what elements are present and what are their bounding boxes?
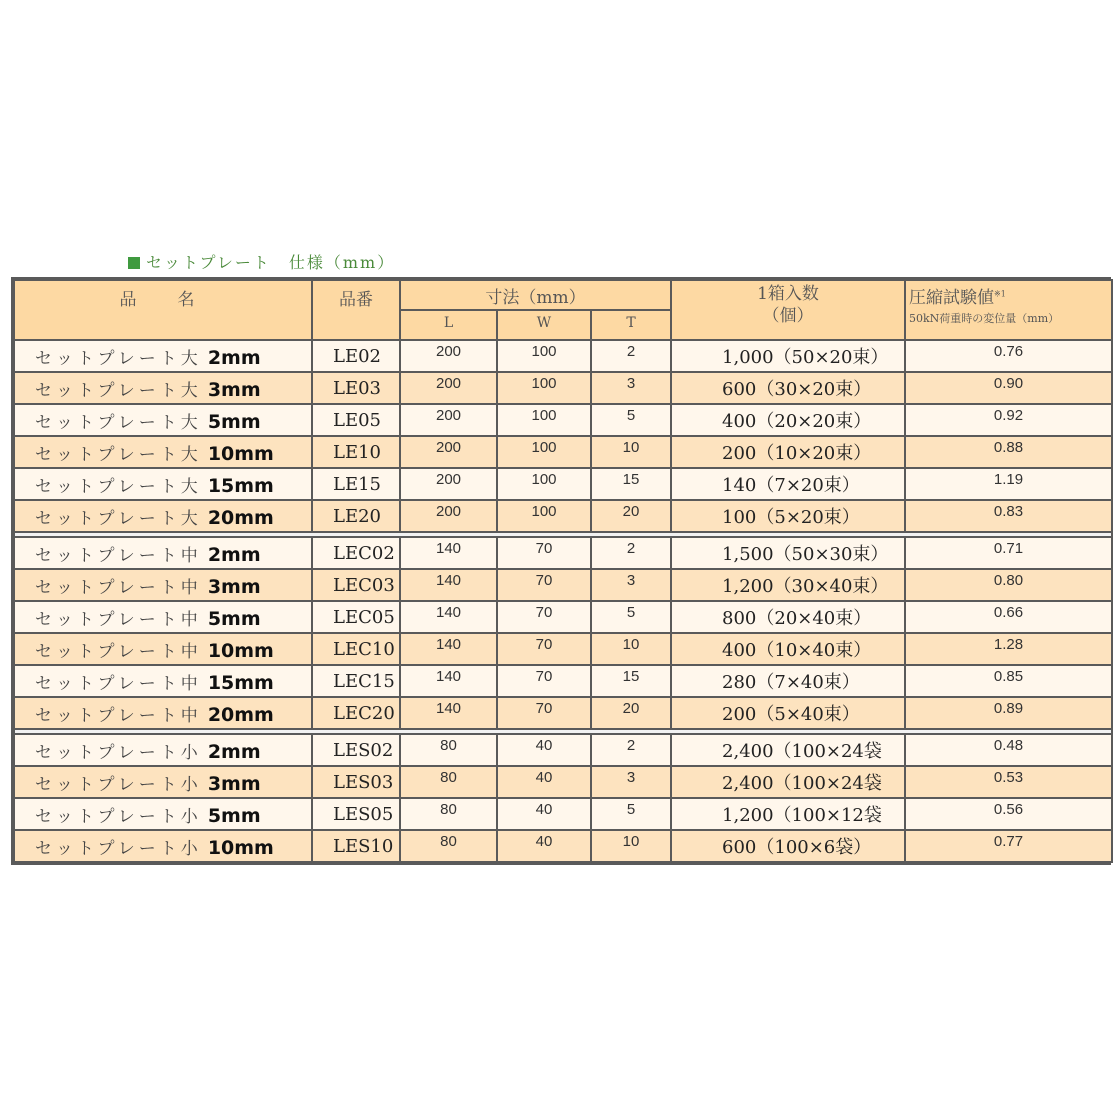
- header-compression-note: ※1: [994, 289, 1006, 299]
- box-quantity: 800（20×40束）: [672, 602, 904, 632]
- product-thickness: 5mm: [207, 804, 261, 827]
- dimension-T: 20: [592, 501, 670, 531]
- dimension-T: 10: [592, 437, 670, 467]
- dimension-L: 140: [401, 698, 496, 728]
- header-compression-label: 圧縮試験値: [909, 288, 995, 308]
- table-row: [15, 602, 1111, 632]
- dimension-W: 100: [498, 373, 590, 403]
- compression-value: 0.80: [906, 570, 1111, 600]
- product-name-cell: [15, 799, 311, 829]
- dimension-L: 200: [401, 373, 496, 403]
- product-name: セットプレート大: [35, 348, 202, 369]
- group-separator: [15, 533, 1111, 536]
- product-code: LEC10: [313, 634, 399, 664]
- table-row: [15, 469, 1111, 499]
- product-name-cell: [15, 469, 311, 499]
- product-name-cell: [15, 437, 311, 467]
- dimension-W: 70: [498, 666, 590, 696]
- dimension-L: 80: [401, 831, 496, 861]
- product-name-cell: [15, 570, 311, 600]
- header-T: T: [592, 311, 670, 339]
- box-quantity: 600（30×20束）: [672, 373, 904, 403]
- box-quantity: 1,200（100×12袋: [672, 799, 904, 829]
- product-name-cell: [15, 698, 311, 728]
- product-name-cell: [15, 538, 311, 568]
- dimension-W: 70: [498, 698, 590, 728]
- box-quantity: 2,400（100×24袋: [672, 735, 904, 765]
- header-code: 品番: [313, 281, 399, 339]
- product-thickness: 15mm: [207, 671, 274, 694]
- dimension-W: 100: [498, 405, 590, 435]
- box-quantity: 200（10×20束）: [672, 437, 904, 467]
- dimension-L: 200: [401, 501, 496, 531]
- compression-value: 0.77: [906, 831, 1111, 861]
- dimension-T: 20: [592, 698, 670, 728]
- compression-value: 0.90: [906, 373, 1111, 403]
- dimension-T: 3: [592, 767, 670, 797]
- product-code: LE15: [313, 469, 399, 499]
- header-name: 品 名: [15, 281, 311, 339]
- product-thickness: 3mm: [207, 575, 261, 598]
- product-name-cell: [15, 341, 311, 371]
- product-name: セットプレート中: [35, 705, 202, 726]
- header-W: W: [498, 311, 590, 339]
- dimension-T: 15: [592, 666, 670, 696]
- dimension-W: 70: [498, 602, 590, 632]
- dimension-L: 80: [401, 735, 496, 765]
- box-quantity: 280（7×40束）: [672, 666, 904, 696]
- title-text: セットプレート 仕様（mm）: [146, 253, 396, 272]
- box-quantity: 400（10×40束）: [672, 634, 904, 664]
- group-separator: [15, 730, 1111, 733]
- compression-value: 1.28: [906, 634, 1111, 664]
- compression-value: 0.53: [906, 767, 1111, 797]
- header-box-line2: （個）: [762, 306, 814, 326]
- product-code: LES03: [313, 767, 399, 797]
- dimension-T: 2: [592, 735, 670, 765]
- product-code: LES10: [313, 831, 399, 861]
- product-code: LE03: [313, 373, 399, 403]
- product-code: LES05: [313, 799, 399, 829]
- product-name-cell: [15, 501, 311, 531]
- product-code: LEC02: [313, 538, 399, 568]
- dimension-L: 200: [401, 341, 496, 371]
- dimension-T: 2: [592, 538, 670, 568]
- product-code: LES02: [313, 735, 399, 765]
- compression-value: 0.76: [906, 341, 1111, 371]
- dimension-L: 140: [401, 666, 496, 696]
- header-compression: [906, 281, 1111, 339]
- dimension-L: 200: [401, 405, 496, 435]
- product-name-cell: [15, 602, 311, 632]
- dimension-T: 5: [592, 405, 670, 435]
- table-row: [15, 538, 1111, 568]
- product-code: LEC20: [313, 698, 399, 728]
- box-quantity: 1,200（30×40束）: [672, 570, 904, 600]
- header-L: L: [401, 311, 496, 339]
- product-name: セットプレート小: [35, 838, 202, 859]
- product-name: セットプレート大: [35, 508, 202, 529]
- dimension-W: 40: [498, 735, 590, 765]
- product-thickness: 5mm: [207, 410, 261, 433]
- product-name-cell: [15, 666, 311, 696]
- box-quantity: 140（7×20束）: [672, 469, 904, 499]
- product-name: セットプレート大: [35, 412, 202, 433]
- box-quantity: 400（20×20束）: [672, 405, 904, 435]
- compression-value: 0.66: [906, 602, 1111, 632]
- header-dimensions: 寸法（mm）: [401, 281, 670, 309]
- table-row: [15, 570, 1111, 600]
- table-row: [15, 735, 1111, 765]
- product-name: セットプレート中: [35, 641, 202, 662]
- spec-table: [13, 279, 1113, 863]
- compression-value: 0.92: [906, 405, 1111, 435]
- table-row: [15, 634, 1111, 664]
- box-quantity: 100（5×20束）: [672, 501, 904, 531]
- product-thickness: 5mm: [207, 607, 261, 630]
- table-row: [15, 405, 1111, 435]
- product-thickness: 10mm: [207, 836, 274, 859]
- product-thickness: 3mm: [207, 772, 261, 795]
- table-row: [15, 501, 1111, 531]
- box-quantity: 1,000（50×20束）: [672, 341, 904, 371]
- compression-value: 0.83: [906, 501, 1111, 531]
- product-code: LE05: [313, 405, 399, 435]
- product-name: セットプレート中: [35, 545, 202, 566]
- table-row: [15, 799, 1111, 829]
- product-name: セットプレート小: [35, 806, 202, 827]
- dimension-W: 100: [498, 437, 590, 467]
- product-name: セットプレート中: [35, 673, 202, 694]
- table-row: [15, 437, 1111, 467]
- dimension-T: 10: [592, 831, 670, 861]
- header-box-line1: 1箱入数: [757, 284, 819, 304]
- dimension-L: 80: [401, 799, 496, 829]
- separator-cell: [15, 730, 1111, 733]
- dimension-L: 80: [401, 767, 496, 797]
- product-thickness: 20mm: [207, 703, 274, 726]
- product-thickness: 2mm: [207, 740, 261, 763]
- compression-value: 1.19: [906, 469, 1111, 499]
- header-box-quantity: [672, 281, 904, 339]
- dimension-T: 10: [592, 634, 670, 664]
- dimension-L: 140: [401, 538, 496, 568]
- product-name-cell: [15, 634, 311, 664]
- square-bullet-icon: [128, 257, 140, 269]
- dimension-T: 5: [592, 799, 670, 829]
- dimension-T: 3: [592, 373, 670, 403]
- product-thickness: 20mm: [207, 506, 274, 529]
- product-name: セットプレート中: [35, 609, 202, 630]
- table-row: [15, 831, 1111, 861]
- product-thickness: 2mm: [207, 346, 261, 369]
- product-thickness: 10mm: [207, 442, 274, 465]
- product-code: LE02: [313, 341, 399, 371]
- box-quantity: 1,500（50×30束）: [672, 538, 904, 568]
- box-quantity: 600（100×6袋）: [672, 831, 904, 861]
- page-title: [128, 250, 395, 273]
- dimension-W: 100: [498, 501, 590, 531]
- dimension-T: 2: [592, 341, 670, 371]
- table-row: [15, 666, 1111, 696]
- dimension-W: 40: [498, 799, 590, 829]
- table-row: [15, 767, 1111, 797]
- compression-value: 0.89: [906, 698, 1111, 728]
- box-quantity: 2,400（100×24袋: [672, 767, 904, 797]
- table-body: [15, 341, 1111, 861]
- product-name: セットプレート大: [35, 444, 202, 465]
- product-name: セットプレート小: [35, 742, 202, 763]
- product-name-cell: [15, 373, 311, 403]
- product-name: セットプレート大: [35, 476, 202, 497]
- product-code: LE10: [313, 437, 399, 467]
- dimension-W: 40: [498, 831, 590, 861]
- dimension-W: 40: [498, 767, 590, 797]
- compression-value: 0.48: [906, 735, 1111, 765]
- compression-value: 0.56: [906, 799, 1111, 829]
- product-name-cell: [15, 405, 311, 435]
- compression-value: 0.85: [906, 666, 1111, 696]
- product-code: LE20: [313, 501, 399, 531]
- product-thickness: 10mm: [207, 639, 274, 662]
- dimension-L: 140: [401, 570, 496, 600]
- separator-cell: [15, 533, 1111, 536]
- dimension-W: 70: [498, 538, 590, 568]
- product-name-cell: [15, 767, 311, 797]
- dimension-T: 5: [592, 602, 670, 632]
- dimension-L: 200: [401, 437, 496, 467]
- header-compression-sub: 50kN荷重時の変位量（mm）: [909, 312, 1060, 325]
- table-row: [15, 698, 1111, 728]
- table-row: [15, 373, 1111, 403]
- dimension-W: 70: [498, 634, 590, 664]
- product-code: LEC05: [313, 602, 399, 632]
- product-name: セットプレート中: [35, 577, 202, 598]
- spec-table-frame: [11, 277, 1111, 865]
- dimension-W: 70: [498, 570, 590, 600]
- product-thickness: 15mm: [207, 474, 274, 497]
- product-code: LEC03: [313, 570, 399, 600]
- dimension-W: 100: [498, 341, 590, 371]
- box-quantity: 200（5×40束）: [672, 698, 904, 728]
- product-code: LEC15: [313, 666, 399, 696]
- product-thickness: 2mm: [207, 543, 261, 566]
- dimension-W: 100: [498, 469, 590, 499]
- product-thickness: 3mm: [207, 378, 261, 401]
- dimension-L: 200: [401, 469, 496, 499]
- dimension-L: 140: [401, 602, 496, 632]
- product-name-cell: [15, 831, 311, 861]
- dimension-T: 3: [592, 570, 670, 600]
- product-name-cell: [15, 735, 311, 765]
- dimension-T: 15: [592, 469, 670, 499]
- compression-value: 0.88: [906, 437, 1111, 467]
- table-row: [15, 341, 1111, 371]
- product-name: セットプレート小: [35, 774, 202, 795]
- dimension-L: 140: [401, 634, 496, 664]
- product-name: セットプレート大: [35, 380, 202, 401]
- compression-value: 0.71: [906, 538, 1111, 568]
